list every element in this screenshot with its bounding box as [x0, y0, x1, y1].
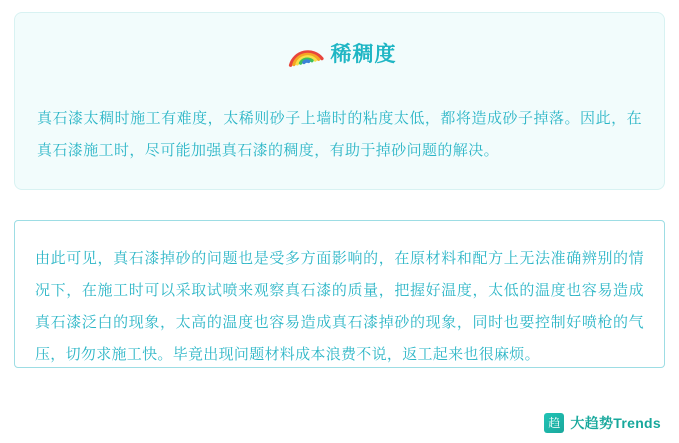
section-two-card	[14, 220, 665, 368]
section-two-paragraph: 由此可见，真石漆掉砂的问题也是受多方面影响的，在原材料和配方上无法准确辨别的情况下，在施工时可以采取试喷来观察真石漆的质量，把握好温度，太低的温度也容易造成真石漆泛白的现象，太高的温度也容易造成真石漆掉砂的现象，同时也要控制好喷枪的气压，切勿求施工快。毕竟出现问题材料成本浪费不说，返工起来也很麻烦。	[35, 250, 644, 363]
section-one-paragraph: 真石漆太稠时施工有难度，太稀则砂子上墙时的粘度太低，都将造成砂子掉落。因此，在真石漆施工时，尽可能加强真石漆的稠度，有助于掉砂问题的解决。	[37, 110, 642, 159]
section-one-heading-row	[37, 31, 642, 77]
rainbow-icon	[283, 36, 327, 68]
brand-logo-icon: 趋	[544, 413, 564, 433]
article-page	[0, 12, 679, 443]
section-one-card	[14, 12, 665, 190]
brand-name: 大趋势Trends	[570, 415, 661, 431]
footer-brand	[544, 413, 661, 433]
section-one-title: 稀稠度	[330, 42, 397, 66]
